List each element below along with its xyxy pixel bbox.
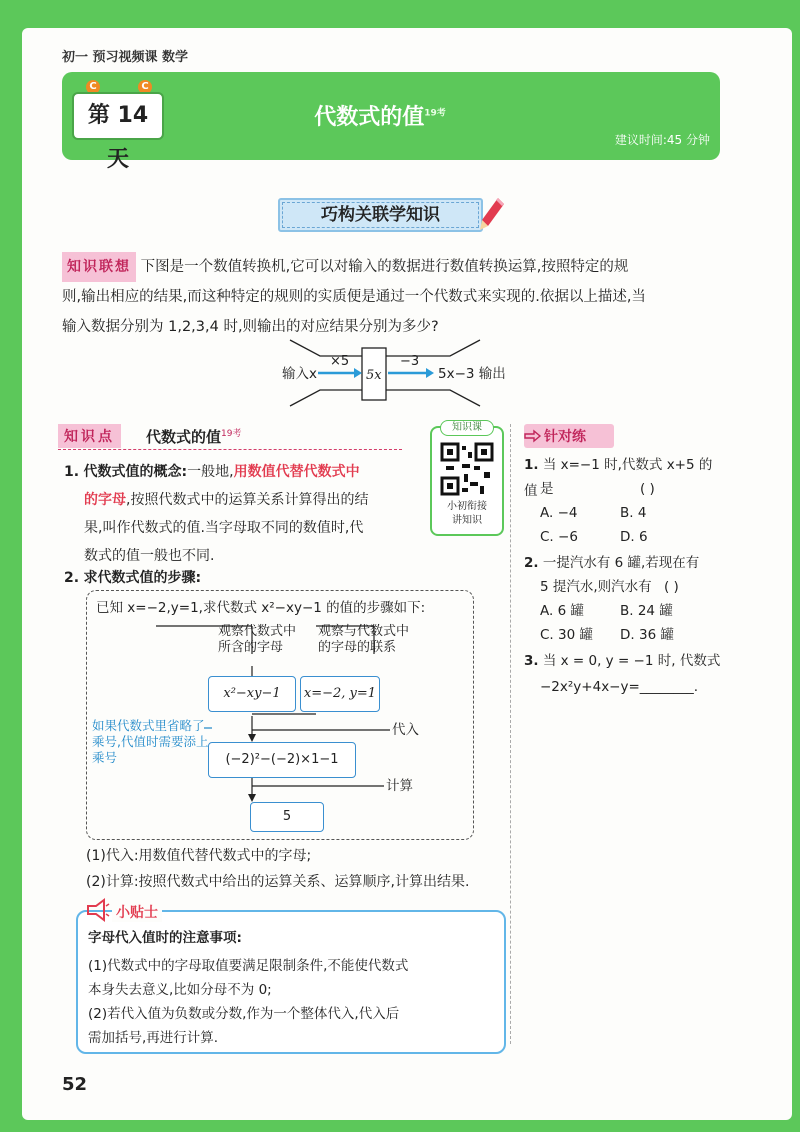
day-badge: 第 14 天 [72,92,164,140]
steps-heading: 2. 求代数式值的步骤: [64,570,202,586]
machine-box: 5x [366,368,382,383]
tips-line-3: (2)若代入值为负数或分数,作为一个整体代入,代入后 [88,1006,400,1022]
q2-option-b[interactable]: B. 24 罐 [620,603,673,619]
column-divider [510,424,511,1044]
q3-answer-blank[interactable]: ________. [639,679,699,695]
steps-box-head: 已知 x=−2,y=1,求代数式 x²−xy−1 的值的步骤如下: [96,600,426,616]
summary-step-2: (2)计算:按照代数式中给出的运算关系、运算顺序,计算出结果. [86,874,470,890]
knowledge-point-title: 代数式的值$^{19考}$ [146,428,242,446]
qr-card-head: 知识课 [440,420,494,436]
q2-answer-paren[interactable]: ( ) [664,579,679,595]
q1-option-c[interactable]: C. −6 [540,529,578,545]
q2-options-row-2 [540,622,740,648]
label-substitute: 代入 [392,722,419,738]
calendar-ring-icon: C [138,80,152,94]
tips-line-2: 本身失去意义,比如分母不为 0; [88,982,272,998]
exercise-title: 针对练 [544,429,586,445]
section-title [278,198,483,232]
note-observe-relation: 观察与代数式中 的字母的联系 [318,624,410,655]
tips-line-4: 需加括号,再进行计算. [88,1030,219,1046]
q1-answer-paren[interactable]: ( ) [640,481,655,497]
section-title-text: 巧构关联学知识 [321,205,440,225]
q1-options-row-1 [540,500,740,526]
q1-option-b[interactable]: B. 4 [620,505,647,521]
q2-options-row-1 [540,598,740,624]
q1-option-d[interactable]: D. 6 [620,529,648,545]
tips-line-1: (1)代数式中的字母取值要满足限制条件,不能使代数式 [88,958,409,974]
box-result: 5 [250,802,324,832]
page-number: 52 [62,1074,88,1095]
summary-step-1: (1)代入:用数值代替代数式中的字母; [86,848,312,864]
q1-options-row-2 [540,524,740,550]
qr-code-icon[interactable] [440,442,494,496]
q1-option-a[interactable]: A. −4 [540,505,578,521]
intro-line-1: 知识联想 下图是一个数值转换机,它可以对输入的数据进行数值转换运算,按照特定的规 [62,252,730,282]
knowledge-point-tag: 知识点 [58,424,121,448]
q2-line-1: 2. 一提汽水有 6 罐,若现在有 [524,555,700,571]
concept-line-4: 数式的值一般也不同. [84,548,215,564]
lesson-title-text: 代数式的值 [314,105,425,130]
megaphone-icon [84,898,110,922]
suggested-time: 建议时间:45 分钟 [614,133,710,147]
calendar-ring-icon: C [86,80,100,94]
machine-output: 5x−3 输出 [438,366,506,382]
concept-line-2: 的字母,按照代数式中的运算关系计算得出的结 [84,492,369,508]
blue-side-note: 如果代数式里省略了乘号,代值时需要添上乘号 [92,718,209,765]
tips-heading: 字母代入值时的注意事项: [88,930,242,946]
machine-op1: ×5 [330,354,350,369]
box-expression: x²−xy−1 [208,676,296,712]
lesson-title-sup: 19考 [424,108,446,119]
tips-label: 小贴士 [112,902,162,922]
box-substituted: (−2)²−(−2)×1−1 [208,742,356,778]
concept-line-3: 果,叫作代数式的值.当字母取不同的数值时,代 [84,520,364,536]
q2-option-d[interactable]: D. 36 罐 [620,627,674,643]
intro-line-2: 则,输出相应的结果,而这种特定的规则的实质便是通过一个代数式来实现的.依据以上描述,当 [62,289,646,305]
q2-line-2: 5 提汽水,则汽水有 ( ) [540,574,740,600]
q1-line-1: 1. 当 x=−1 时,代数式 x+5 的值 [524,457,713,499]
q1-line-2: 是 ( ) [540,476,740,502]
q2-option-a[interactable]: A. 6 罐 [540,603,584,619]
pencil-icon [478,196,506,232]
q3-line-1: 3. 当 x = 0, y = −1 时, 代数式 [524,653,721,669]
pointing-hand-icon [524,428,542,444]
machine-op2: −3 [400,354,420,369]
concept-line-1: 1. 代数式值的概念:一般地,用数值代替代数式中 [64,464,360,480]
note-observe-letters: 观察代数式中 所含的字母 [218,624,297,655]
q3-line-2: −2x²y+4x−y=________. [540,679,699,695]
qr-card-foot: 小初衔接 讲知识 [447,501,487,526]
box-values: x=−2, y=1 [300,676,380,712]
intro-tag: 知识联想 [62,252,136,282]
intro-line-3: 输入数据分别为 1,2,3,4 时,则输出的对应结果分别为多少? [62,319,439,335]
q2-option-c[interactable]: C. 30 罐 [540,627,593,643]
machine-input: 输入x [282,366,317,382]
label-calculate: 计算 [386,778,413,794]
lesson-title [280,100,480,131]
running-header: 初一 预习视频课 数学 [62,50,189,65]
